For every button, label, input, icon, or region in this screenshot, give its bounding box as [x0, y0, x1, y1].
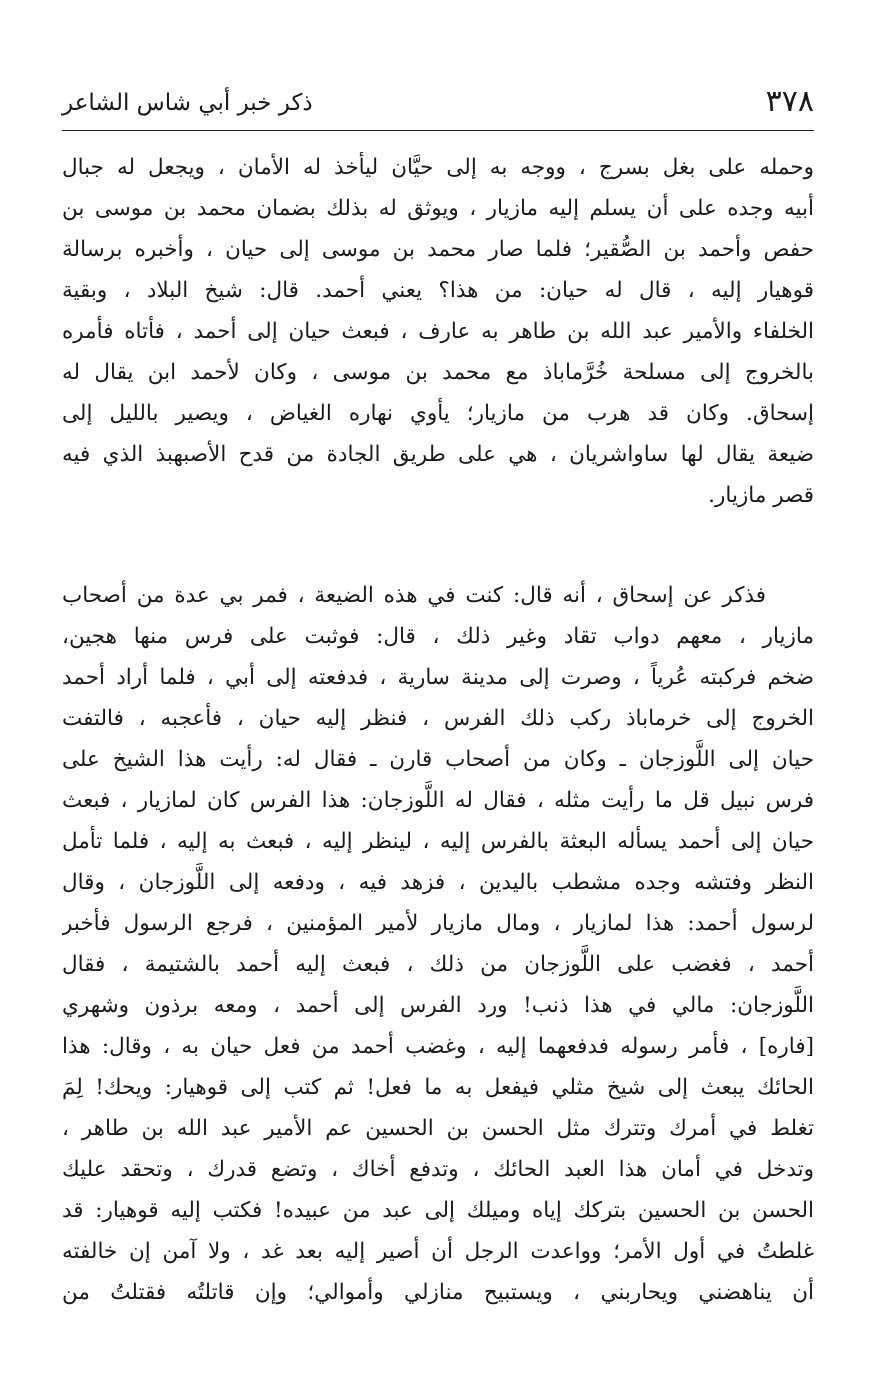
text-line: غلطتُ في أول الأمر؛ وواعدت الرجل أن أصير إليه بعد غد ، ولا آمن إن خالفته	[62, 1239, 814, 1264]
text-line: وتدخل في أمان هذا العبد الحائك ، وتدفع أخاك ، وتضع قدرك ، وتحقد عليك	[62, 1157, 814, 1182]
text-line: بالخروج إلى مسلحة خُرَّماباذ مع محمد بن موسى ، وكان لأحمد ابن يقال له	[62, 360, 814, 385]
text-line: اللَّوزجان: مالي في هذا ذنب! ورد الفرس إلى أحمد ، ومعه برذون وشهري	[62, 993, 814, 1018]
text-line: فرس نبيل قل ما رأيت مثله ، فقال له اللَّوزجان: هذا الفرس كان لمازيار ، فبعث	[62, 788, 814, 813]
text-line: الخروج إلى خرماباذ ركب ذلك الفرس ، فنظر إليه حيان ، فأعجبه ، فالتفت	[62, 706, 814, 731]
paragraph-2	[62, 575, 814, 1313]
text-line: ضخم فركبته عُرياً ، وصرت إلى مدينة سارية ، فدفعته إلى أبي ، فلما أراد أحمد	[62, 665, 814, 690]
text-line: أحمد ، فغضب على اللَّوزجان من ذلك ، فبعث إليه أحمد بالشتيمة ، فقال	[62, 952, 814, 977]
text-line: إسحاق. وكان قد هرب من مازيار؛ يأوي نهاره الغياض ، ويصير بالليل إلى	[62, 401, 814, 426]
text-line: حيان إلى اللَّوزجان ـ وكان من أصحاب قارن ـ فقال له: رأيت هذا الشيخ على	[62, 747, 814, 772]
running-title: ذكر خبر أبي شاس الشاعر	[62, 90, 313, 116]
text-line: حفص وأحمد بن الصُّقير؛ فلما صار محمد بن موسى إلى حيان ، وأخبره برسالة	[62, 237, 814, 262]
text-line: أن يناهضني ويحاربني ، ويستبيح منازلي وأموالي؛ وإن قاتلتُه فقتلتُ من	[62, 1280, 814, 1305]
text-line: الحسن بن الحسين بتركك إياه وميلك إلى عبد من عبيده! فكتب إليه قوهيار: قد	[62, 1198, 814, 1223]
text-line: حيان إلى أحمد يسأله البعثة بالفرس إليه ، لينظر إليه ، فبعث به إليه ، فلما تأمل	[62, 829, 814, 854]
text-line: مازيار ، معهم دواب تقاد وغير ذلك ، قال: فوثبت على فرس منها هجين،	[62, 624, 814, 649]
text-line: الخلفاء والأمير عبد الله بن طاهر به عارف ، فبعث حيان إلى أحمد ، فأتاه فأمره	[62, 319, 814, 344]
text-line: النظر وفتشه وجده مشطب باليدين ، فزهد فيه ، ودفعه إلى اللَّوزجان ، وقال	[62, 870, 814, 895]
text-line: قوهيار إليه ، قال له حيان: من هذا؟ يعني أحمد. قال: شيخ البلاد ، وبقية	[62, 278, 814, 303]
text-line: أبيه وجده على أن يسلم إليه مازيار ، ويوثق له بذلك بضمان محمد بن موسى بن	[62, 196, 814, 221]
text-line: وحمله على بغل بسرج ، ووجه به إلى حيَّان ليأخذ له الأمان ، ويجعل له جبال	[62, 155, 814, 180]
text-line: الحائك يبعث إلى شيخ مثلي فيفعل به ما فعل! ثم كتب إلى قوهيار: ويحك! لِمَ	[62, 1075, 814, 1100]
header-rule	[62, 130, 814, 131]
text-line: قصر مازيار.	[708, 483, 814, 508]
text-line: تغلط في أمرك وتترك مثل الحسن بن الحسين عم الأمير عبد الله بن طاهر ،	[62, 1116, 814, 1141]
text-line: [فاره] ، فأمر رسوله فدفعهما إليه ، وغضب أحمد من فعل حيان به ، وقال: هذا	[62, 1034, 814, 1059]
page-number: ٣٧٨	[765, 84, 814, 119]
text-line: فذكر عن إسحاق ، أنه قال: كنت في هذه الضيعة ، فمر بي عدة من أصحاب	[62, 583, 766, 608]
text-line: لرسول أحمد: هذا لمازيار ، ومال مازيار لأمير المؤمنين ، فرجع الرسول فأخبر	[62, 911, 814, 936]
paragraph-1	[62, 147, 814, 516]
page-header	[62, 84, 814, 124]
text-line: ضيعة يقال لها ساواشريان ، هي على طريق الجادة من قدح الأصبهبذ الذي فيه	[62, 442, 814, 467]
